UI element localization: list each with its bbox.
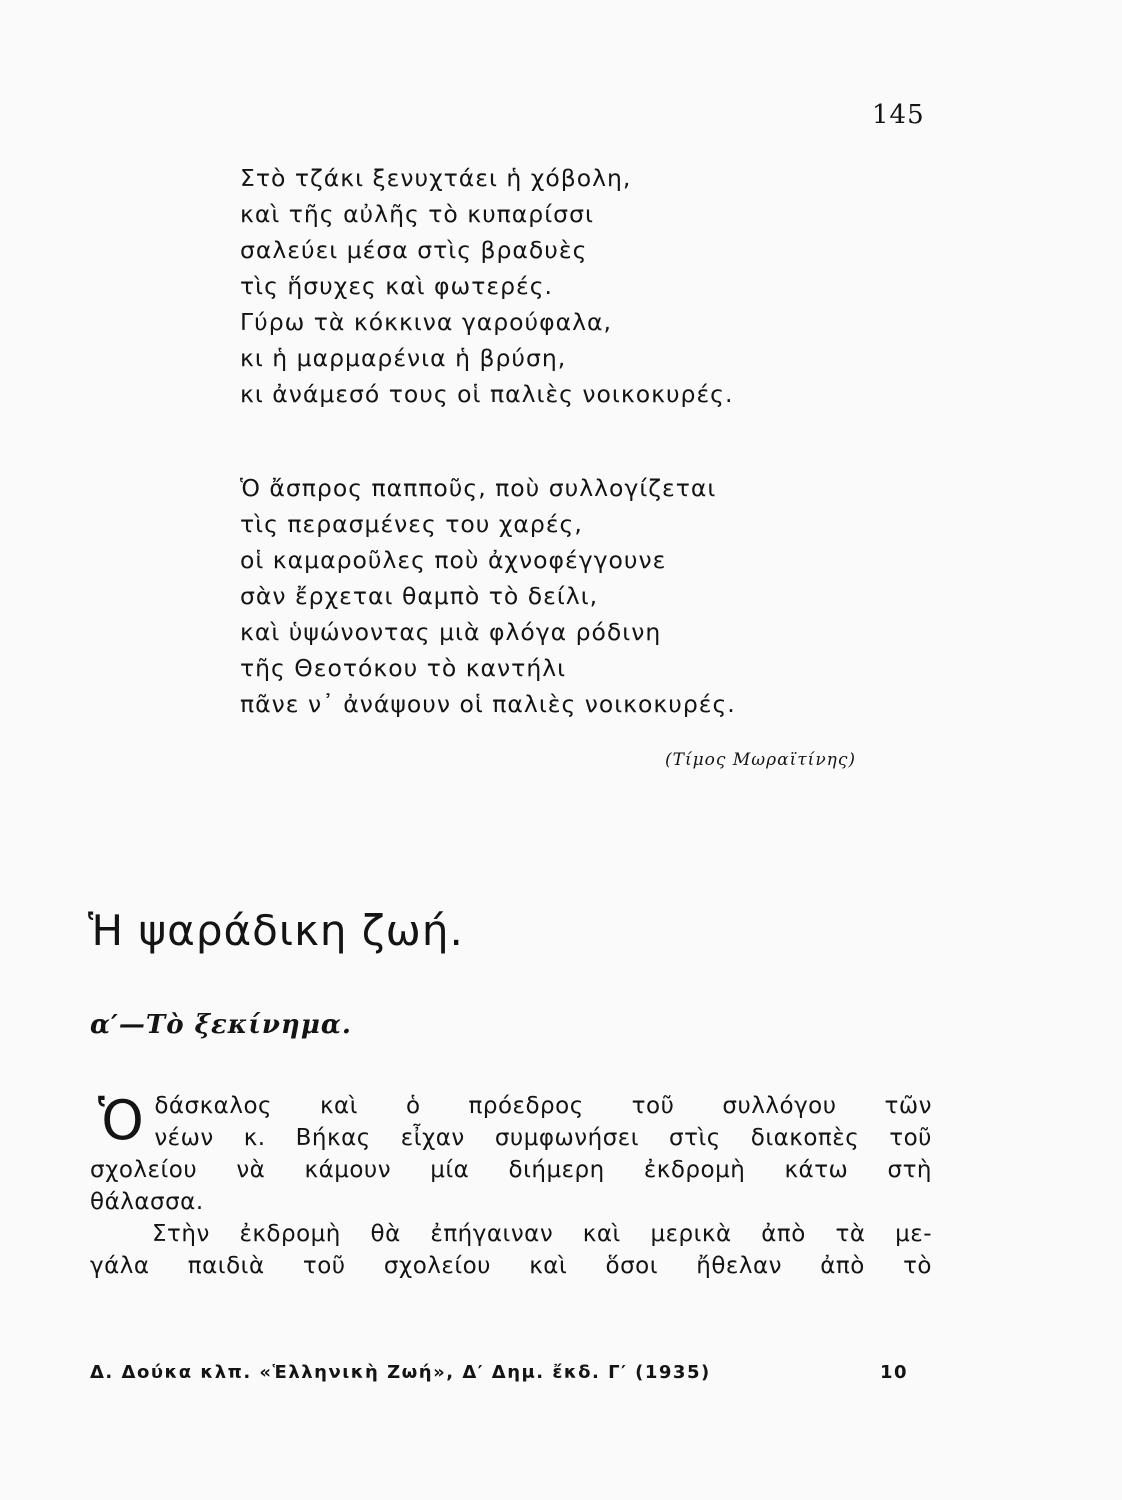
verse-line: Στὸ τζάκι ξενυχτάει ἡ χόβολη, (240, 164, 632, 192)
page-number: 145 (872, 100, 925, 130)
section-title: Ἡ ψαράδικη ζωή. (88, 906, 464, 955)
poem-attribution: (Τίμος Μωραϊτίνης) (665, 750, 856, 770)
verse-line: κι ἀνάμεσό τους οἱ παλιὲς νοικοκυρές. (240, 380, 734, 408)
verse-line: τὶς ἥσυχες καὶ φωτερές. (240, 272, 553, 300)
prose-line: Στὴν ἐκδρομὴ θὰ ἐπήγαιναν καὶ μερικὰ ἀπὸ τὰ με- (152, 1221, 932, 1247)
verse-line: σαλεύει μέσα στὶς βραδυὲς (240, 236, 588, 264)
verse-line: καὶ τῆς αὐλῆς τὸ κυπαρίσσι (240, 200, 594, 228)
prose-line: θάλασσα. (90, 1189, 204, 1215)
prose-line: γάλα παιδιὰ τοῦ σχολείου καὶ ὅσοι ἤθελαν ἀπὸ τὸ (90, 1253, 932, 1279)
verse-line: Ὁ ἄσπρος παπποῦς, ποὺ συλλογίζεται (240, 474, 717, 502)
verse-line: οἱ καμαροῦλες ποὺ ἀχνοφέγγουνε (240, 546, 667, 574)
subsection-title: α′—Τὸ ξεκίνημα. (90, 1010, 352, 1040)
poem-stanza-2 (240, 470, 736, 722)
verse-line: τὶς περασμένες του χαρές, (240, 510, 583, 538)
prose-line: νέων κ. Βήκας εἶχαν συμφωνήσει στὶς διακοπὲς τοῦ (154, 1125, 932, 1151)
prose-line: δάσκαλος καὶ ὁ πρόεδρος τοῦ συλλόγου τῶν (154, 1093, 932, 1119)
first-paragraph (90, 1090, 932, 1154)
prose-body (90, 1090, 932, 1282)
footer-sheet-number: 10 (879, 1362, 908, 1383)
verse-line: κι ἡ μαρμαρένια ἡ βρύση, (240, 344, 567, 372)
verse-line: καὶ ὑψώνοντας μιὰ φλόγα ρόδινη (240, 618, 662, 646)
poem-stanza-1 (240, 160, 733, 412)
verse-line: πᾶνε ν᾿ ἀνάψουν οἱ παλιὲς νοικοκυρές. (240, 690, 736, 718)
drop-cap: Ὁ (98, 1089, 145, 1152)
verse-line: Γύρω τὰ κόκκινα γαρούφαλα, (240, 308, 612, 336)
verse-line: σὰν ἔρχεται θαμπὸ τὸ δείλι, (240, 582, 599, 610)
footer-source: Δ. Δούκα κλπ. «Ἑλληνικὴ Ζωή», Δ′ Δημ. ἔκδ. Γ′ (1935) (90, 1362, 711, 1383)
prose-line: σχολείου νὰ κάμουν μία διήμερη ἐκδρομὴ κάτω στὴ (90, 1157, 932, 1183)
verse-line: τῆς Θεοτόκου τὸ καντήλι (240, 654, 567, 682)
